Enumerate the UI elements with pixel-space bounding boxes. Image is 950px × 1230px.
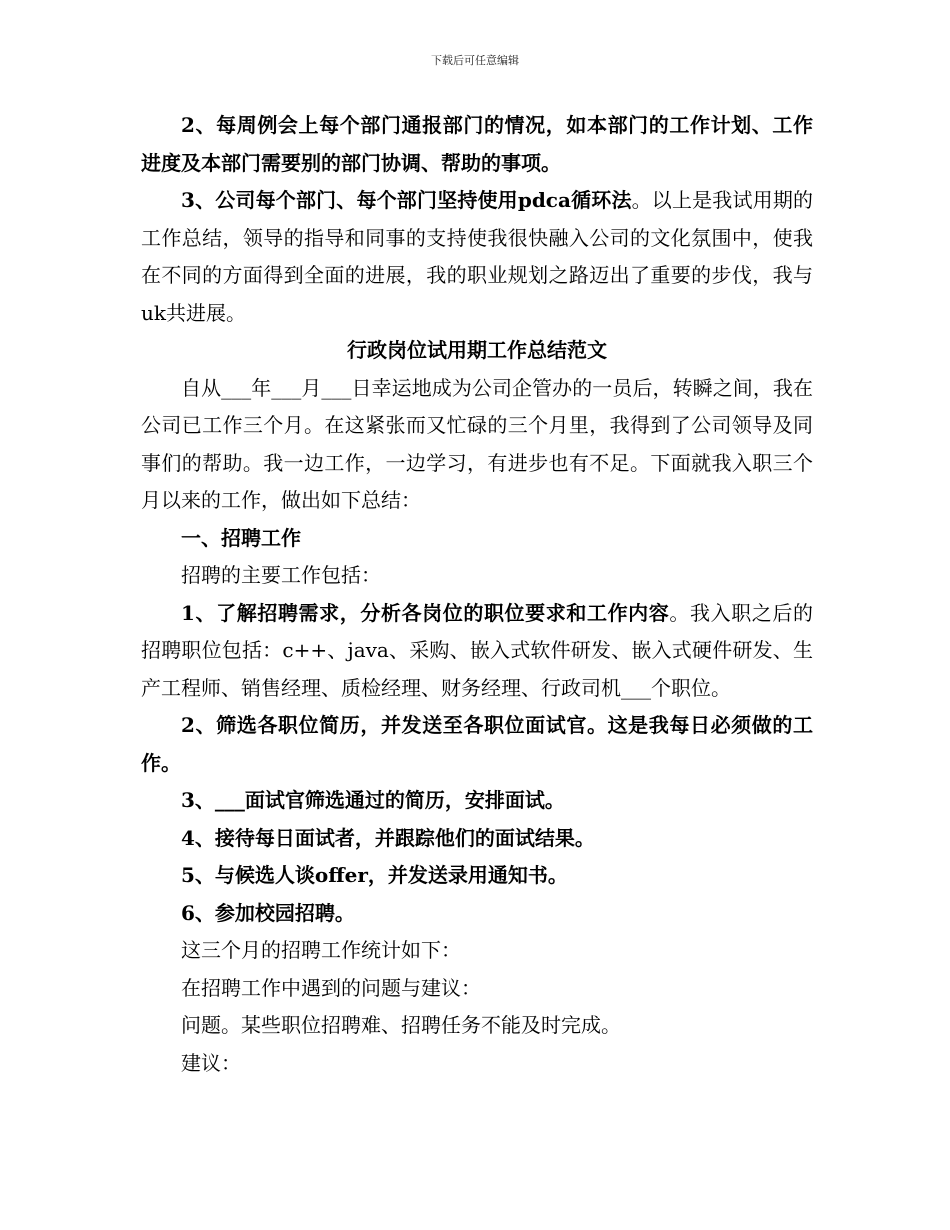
bold-text: 1、了解招聘需求，分析各岗位的职位要求和工作内容: [181, 600, 670, 625]
paragraph: [141, 182, 813, 332]
bold-text: 4、接待每日面试者，并跟踪他们的面试结果。: [181, 825, 595, 850]
page-header: 下载后可任意编辑: [431, 54, 519, 67]
paragraph: [141, 782, 813, 820]
paragraph: [141, 932, 813, 970]
paragraph: [141, 1045, 813, 1083]
body-text: 招聘的主要工作包括：: [181, 563, 381, 587]
document-body: [141, 107, 813, 1082]
paragraph: [141, 707, 813, 782]
body-text: 。以上是我试用期的工作总结，领导的指导和同事的支持使我很快融入公司的文化氛围中，使我在不同的方面得到全面的进展，我的职业规划之路迈出了重要的步伐，我与uk共进展。: [141, 188, 813, 325]
paragraph: [141, 370, 813, 520]
paragraph: [141, 857, 813, 895]
bold-text: 3、___面试官筛选通过的简历，安排面试。: [181, 788, 565, 812]
paragraph: [141, 595, 813, 708]
section-title: 行政岗位试用期工作总结范文: [347, 338, 607, 362]
body-text: 问题。某些职位招聘难、招聘任务不能及时完成。: [181, 1013, 621, 1037]
paragraph: [141, 1007, 813, 1045]
paragraph: [141, 520, 813, 558]
bold-text: 3、公司每个部门、每个部门坚持使用pdca循环法: [181, 188, 632, 212]
bold-text: 6、参加校园招聘。: [181, 900, 355, 925]
bold-text: 2、筛选各职位简历，并发送至各职位面试官。这是我每日必须做的工作。: [141, 713, 813, 775]
bold-text: 一、招聘工作: [181, 525, 301, 550]
bold-text: 2、每周例会上每个部门通报部门的情况，如本部门的工作计划、工作进度及本部门需要别的部门协调、帮助的事项。: [141, 113, 813, 175]
body-text: 建议：: [181, 1050, 241, 1075]
body-text: 。我入职之后的招聘职位包括：c++、java、采购、嵌入式软件研发、嵌入式硬件研发、生产工程师、销售经理、质检经理、财务经理、行政司机___个职位。: [141, 600, 814, 700]
paragraph: [141, 970, 813, 1008]
paragraph: [141, 820, 813, 858]
body-text: 自从___年___月___日幸运地成为公司企管办的一员后，转瞬之间，我在公司已工作三个月。在这紧张而又忙碌的三个月里，我得到了公司领导及同事们的帮助。我一边工作，一边学习，有进步也有不足。下面就我入职三个月以来的工作，做出如下总结：: [141, 375, 813, 512]
paragraph: [141, 557, 813, 595]
bold-text: 5、与候选人谈offer，并发送录用通知书。: [181, 863, 568, 887]
body-text: 这三个月的招聘工作统计如下：: [181, 938, 461, 962]
body-text: 在招聘工作中遇到的问题与建议：: [181, 975, 481, 1000]
paragraph: [141, 107, 813, 182]
paragraph: [141, 895, 813, 933]
